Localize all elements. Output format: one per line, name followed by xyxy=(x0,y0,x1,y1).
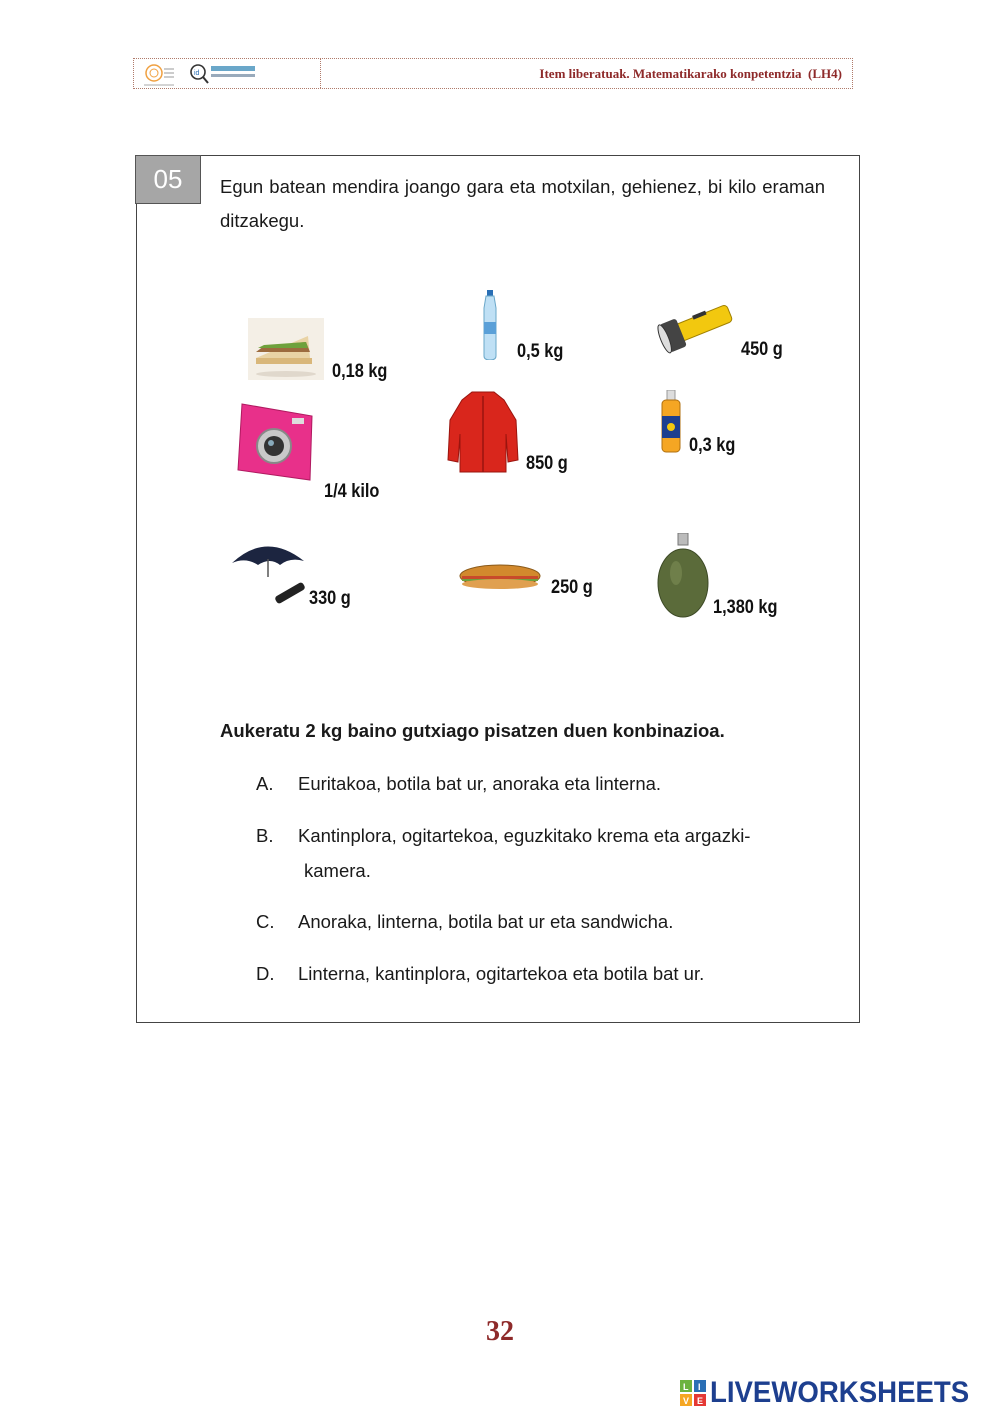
option-a[interactable]: Euritakoa, botila bat ur, anoraka eta linterna. xyxy=(298,773,662,794)
flashlight-weight: 450 g xyxy=(741,339,783,360)
jacket-icon xyxy=(446,390,520,474)
logo-letter-v: V xyxy=(683,1396,690,1406)
svg-text:id: id xyxy=(194,70,200,77)
header-divider xyxy=(320,59,321,88)
option-b-letter: B. xyxy=(256,825,274,846)
option-a-letter: A. xyxy=(256,773,274,794)
option-b-continuation[interactable]: kamera. xyxy=(304,860,371,881)
sandwich-icon xyxy=(248,318,324,380)
water-bottle-weight: 0,5 kg xyxy=(517,341,564,362)
camera-weight: 1/4 kilo xyxy=(324,481,380,502)
option-c[interactable]: Anoraka, linterna, botila bat ur eta sandwicha. xyxy=(298,911,674,932)
page-header xyxy=(133,58,853,89)
jacket-weight: 850 g xyxy=(526,453,568,474)
logo-letter-i: I xyxy=(698,1382,701,1392)
sunscreen-icon xyxy=(658,390,684,454)
header-title: Item liberatuak. Matematikarako konpetentzia (LH4) xyxy=(539,66,842,81)
page-number: 32 xyxy=(486,1316,514,1347)
baguette-weight: 250 g xyxy=(551,577,593,598)
liveworksheets-logo-icon xyxy=(680,1380,706,1406)
umbrella-icon xyxy=(230,537,308,607)
liveworksheets-text: LIVEWORKSHEETS xyxy=(710,1376,970,1409)
evaluation-logo-icon xyxy=(189,62,259,86)
flashlight-icon xyxy=(656,294,742,356)
logo-letter-e: E xyxy=(697,1396,704,1406)
water-bottle-icon xyxy=(480,290,500,360)
baguette-icon xyxy=(458,562,542,592)
question-number: 05 xyxy=(135,155,201,204)
institute-logo-icon xyxy=(140,61,180,87)
sandwich-weight: 0,18 kg xyxy=(332,361,388,382)
option-c-letter: C. xyxy=(256,911,275,932)
camera-icon xyxy=(236,400,318,484)
option-d[interactable]: Linterna, kantinplora, ogitartekoa eta botila bat ur. xyxy=(298,963,705,984)
canteen-weight: 1,380 kg xyxy=(713,597,778,618)
canteen-icon xyxy=(656,533,710,619)
umbrella-weight: 330 g xyxy=(309,588,351,609)
logo-letter-l: L xyxy=(683,1382,689,1392)
liveworksheets-watermark xyxy=(680,1376,992,1410)
sunscreen-weight: 0,3 kg xyxy=(689,435,736,456)
question-prompt: Aukeratu 2 kg baino gutxiago pisatzen duen konbinazioa. xyxy=(220,720,725,741)
option-b[interactable]: Kantinplora, ogitartekoa, eguzkitako krema eta argazki- xyxy=(298,825,751,846)
option-d-letter: D. xyxy=(256,963,275,984)
question-intro: Egun batean mendira joango gara eta motxilan, gehienez, bi kilo eraman ditzakegu. xyxy=(220,176,825,231)
